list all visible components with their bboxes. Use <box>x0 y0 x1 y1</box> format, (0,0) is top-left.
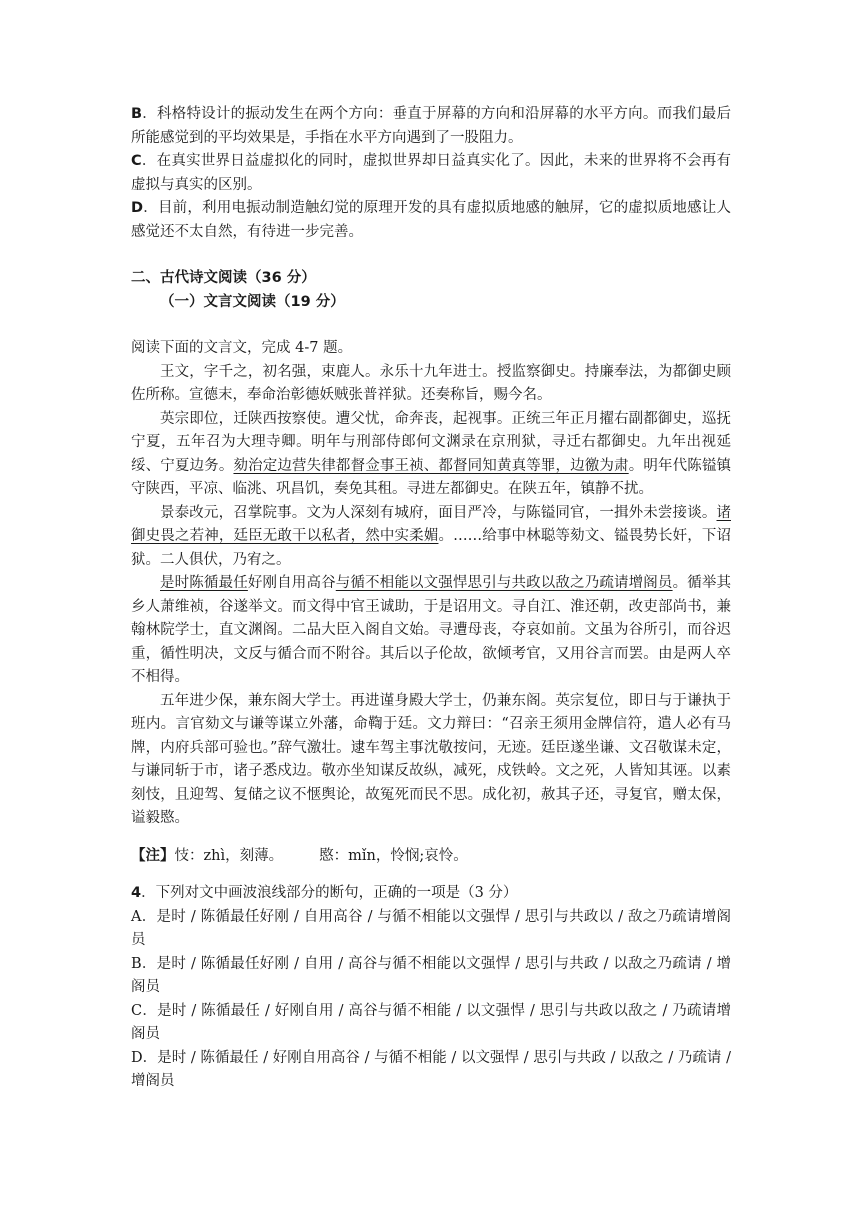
passage-text: 英宗即位，迁陕西按察使。遭父忧，命奔丧，起视事。正统三年正月擢右副都御史，巡抚宁夏，五年召为大理寺卿。明年与刑部侍郎何文渊录在京刑狱，寻迁右都御史。九年出视延绥、宁夏边务。 <box>131 410 731 474</box>
wavy-underlined-text: 是时陈循最任 <box>160 575 248 591</box>
answer-option-c: C．是时 / 陈循最任 / 好刚自用 / 高谷与循不相能 / 以文强悍 / 思引与共政以敌之 / 乃疏请增阁员 <box>131 1002 731 1042</box>
question-number: 4 <box>131 885 142 901</box>
passage-paragraph-3 <box>131 502 731 573</box>
option-text: ．科格特设计的振动发生在两个方向：垂直于屏幕的方向和沿屏幕的水平方向。而我们最后所能感觉到的平均效果是，手指在水平方向遇到了一股阻力。 <box>131 106 731 146</box>
note-label: 【注】 <box>131 847 175 864</box>
passage-text: 好刚自用高谷 <box>247 575 336 591</box>
option-letter: C <box>131 153 142 169</box>
option-letter: B <box>131 106 143 122</box>
question-text: ．下列对文中画波浪线部分的断句，正确的一项是（3 分） <box>141 885 518 901</box>
instruction: 阅读下面的文言文，完成 4-7 题。 <box>131 340 353 356</box>
wavy-underlined-text: 与循不相能以文强悍思引与共政以敌之乃疏请增阁员 <box>335 575 673 591</box>
passage-paragraph-2 <box>131 408 731 502</box>
question-stem <box>131 882 731 906</box>
subsection-title: （一）文言文阅读（19 分） <box>160 293 345 310</box>
passage-text: 。明年代陈镒镇守陕西，平凉、临洮、巩昌饥，奏免其租。寻进左都御史。在陕五年，镇静不扰。 <box>131 457 732 497</box>
passage-text: 。循举其乡人萧维祯，谷遂举文。而文得中官王诚助，于是诏用文。寻自江、淮还朝，改吏部尚书，兼翰林院学士，直文渊阁。二品大臣入阁自文始。寻遭母丧，夺哀如前。文虽为谷所引，而谷迟重，循性明决，文反与循合而不附谷。其后以子伦故，欲倾考官，又用谷言而罢。由是两人卒不相得。 <box>131 575 732 685</box>
passage-paragraph-1: 王文，字千之，初名强，束鹿人。永乐十九年进士。授监察御史。持廉奉法，为都御史顾佐所称。宣德末，奉命治彰德妖贼张普祥狱。还奏称旨，赐今名。 <box>131 363 731 403</box>
note-item: 愍：mǐn，怜悯;哀怜。 <box>319 847 468 864</box>
answer-option-b: B．是时 / 陈循最任好刚 / 自用 / 高谷与循不相能以文强悍 / 思引与共政 / 以敌之乃疏请 / 增阁员 <box>131 955 731 995</box>
option-d-prev <box>131 197 731 244</box>
option-c-prev <box>131 150 731 197</box>
note-item: 忮：zhì，刻薄。 <box>174 847 284 864</box>
option-text: ．目前，利用电振动制造触幻觉的原理开发的具有虚拟质地感的触屏，它的虚拟质地感让人感觉还不太自然，有待进一步完善。 <box>131 200 731 240</box>
passage-paragraph-5: 五年进少保，兼东阁大学士。再进谨身殿大学士，仍兼东阁。英宗复位，即日与于谦执于班内。言官劾文与谦等谋立外藩，命鞫于廷。文力辩曰：“召亲王须用金牌信符，遣人必有马牌，内府兵部可验也。”辞气激壮。逮车驾主事沈敬按问，无迹。廷臣遂坐谦、文召敬谋未定，与谦同斩于市，诸子悉戍边。敬亦坐知谋反故纵，减死，戍铁岭。文之死，人皆知其诬。以素刻忮，且迎驾、复储之议不惬舆论，故冤死而民不思。成化初，赦其子还，寻复官，赠太保，谥毅愍。 <box>131 692 731 826</box>
option-b-prev <box>131 103 731 150</box>
passage-paragraph-4 <box>131 572 731 690</box>
passage-text: 景泰改元，召掌院事。文为人深刻有城府，面目严冷，与陈镒同官，一揖外未尝接谈。 <box>160 504 717 521</box>
document-page <box>131 103 731 1094</box>
underlined-sentence: 诸御史畏之若神，廷臣无敢干以私者，然中实柔媚 <box>131 504 731 544</box>
note <box>131 845 731 869</box>
section-title: 二、古代诗文阅读（36 分） <box>131 270 316 286</box>
option-letter: D <box>131 200 144 216</box>
option-text: ．在真实世界日益虚拟化的同时，虚拟世界却日益真实化了。因此，未来的世界将不会再有虚拟与真实的区别。 <box>131 153 731 193</box>
underlined-sentence: 劾治定边营失律都督佥事王祯、都督同知黄真等罪，边徼为肃 <box>233 457 629 474</box>
answer-option-d: D．是时 / 陈循最任 / 好刚自用高谷 / 与循不相能 / 以文强悍 / 思引与共政 / 以敌之 / 乃疏请 / 增阁员 <box>131 1049 731 1089</box>
answer-option-a: A．是时 / 陈循最任好刚 / 自用高谷 / 与循不相能以文强悍 / 思引与共政以 / 敌之乃疏请增阁员 <box>131 908 731 948</box>
passage-text: 。……给事中林聪等劾文、镒畏势长奸，下诏狱。二人俱伏，乃宥之。 <box>131 528 732 568</box>
